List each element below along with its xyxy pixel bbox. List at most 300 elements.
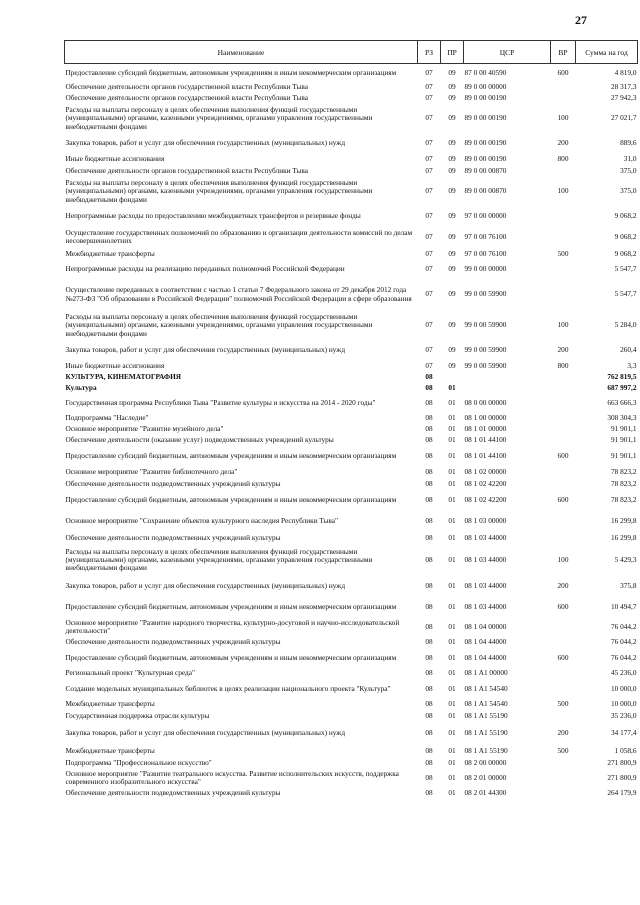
cell-csr: 99 0 00 59900 — [464, 360, 507, 370]
cell-pr: 09 — [448, 289, 456, 299]
cell-pr: 01 — [448, 668, 456, 678]
table-row — [65, 227, 638, 248]
cell-sum: 889,6 — [620, 138, 637, 148]
cell-pr: 09 — [448, 113, 456, 123]
cell-name: Непрограммные расходы по предоставлению межбюджетных трансфертов и резервные фонды — [65, 211, 361, 221]
table-row — [65, 64, 638, 82]
cell-name: Обеспечение деятельности подведомственных учреждений культуры — [65, 637, 281, 647]
cell-csr: 08 1 03 44000 — [464, 601, 507, 611]
cell-rz: 08 — [425, 683, 433, 693]
cell-sum: 271 800,9 — [607, 757, 637, 767]
cell-vr — [551, 383, 576, 394]
cell-rz: 08 — [425, 467, 433, 477]
cell-vr — [551, 467, 576, 479]
cell-pr: 09 — [448, 92, 456, 102]
table-row — [65, 134, 638, 154]
cell-sum: 687 997,2 — [607, 382, 637, 392]
cell-pr: 01 — [448, 478, 456, 488]
cell-vr: 200 — [557, 138, 569, 148]
cell-csr: 08 1 A1 55190 — [464, 745, 508, 755]
cell-vr — [551, 758, 576, 769]
cell-csr: 08 0 00 00000 — [464, 397, 507, 407]
table-row — [65, 649, 638, 668]
cell-name: Предоставление субсидий бюджетным, автономным учреждениям и иным некоммерческим организациям — [65, 450, 397, 460]
cell-sum: 260,4 — [620, 345, 637, 355]
cell-pr: 01 — [448, 728, 456, 738]
cell-sum: 375,0 — [620, 186, 637, 196]
cell-sum: 375,8 — [620, 580, 637, 590]
cell-csr: 99 0 00 59900 — [464, 289, 507, 299]
cell-csr: 08 1 A1 54540 — [464, 683, 508, 693]
header-vr: ВР — [551, 41, 576, 64]
cell-name: Расходы на выплаты персоналу в целях обеспечения выполнения функций государственными (муниципальными) органами, казенными учреждениями, органами управления государственными внебюджетными фондами — [65, 312, 373, 338]
cell-name: Основное мероприятие "Развитие театрального искусства. Развитие исполнительских искусств, поддержка современного изобразительного искусства" — [65, 768, 399, 786]
cell-name: Предоставление субсидий бюджетным, автономным учреждениям и иным некоммерческим организациям — [65, 652, 397, 662]
table-row — [65, 490, 638, 511]
cell-pr: 01 — [448, 601, 456, 611]
cell-pr: 01 — [448, 757, 456, 767]
cell-sum: 9 068,2 — [614, 211, 637, 221]
header-rz: РЗ — [418, 41, 441, 64]
cell-rz: 08 — [425, 621, 433, 631]
cell-csr: 08 1 A1 55190 — [464, 728, 508, 738]
cell-name: Межбюджетные трансферты — [65, 699, 155, 709]
cell-vr: 600 — [557, 652, 569, 662]
header-name: Наименование — [65, 41, 418, 64]
cell-rz: 08 — [425, 412, 433, 422]
cell-sum: 45 236,0 — [610, 668, 637, 678]
cell-vr — [551, 479, 576, 490]
cell-rz: 07 — [425, 345, 433, 355]
cell-vr — [551, 261, 576, 279]
cell-pr: 01 — [448, 532, 456, 542]
cell-csr: 99 0 00 59900 — [464, 320, 507, 330]
cell-csr: 08 1 04 44000 — [464, 637, 507, 647]
cell-pr: 01 — [448, 788, 456, 798]
cell-name: КУЛЬТУРА, КИНЕМАТОГРАФИЯ — [65, 371, 182, 381]
cell-csr: 87 0 00 40590 — [464, 67, 507, 77]
cell-pr: 09 — [448, 154, 456, 164]
cell-pr: 01 — [448, 745, 456, 755]
cell-rz: 08 — [425, 371, 433, 381]
cell-sum: 91 901,1 — [610, 434, 637, 444]
cell-sum: 76 044,2 — [610, 637, 637, 647]
cell-pr: 09 — [448, 264, 456, 274]
cell-csr: 08 1 01 44100 — [464, 450, 507, 460]
cell-csr: 97 0 00 00000 — [464, 211, 507, 221]
cell-sum: 78 823,2 — [610, 494, 637, 504]
cell-rz: 08 — [425, 699, 433, 709]
cell-name: Подпрограмма "Профессиональное искусство" — [65, 757, 212, 767]
cell-name: Культура — [65, 382, 97, 392]
cell-sum: 16 299,8 — [610, 532, 637, 542]
cell-rz: 07 — [425, 138, 433, 148]
cell-rz: 08 — [425, 652, 433, 662]
cell-name: Закупка товаров, работ и услуг для обеспечения государственных (муниципальных) нужд — [65, 580, 346, 590]
cell-name: Основное мероприятие "Развитие музейного дела" — [65, 423, 224, 433]
table-row — [65, 788, 638, 800]
cell-sum: 34 177,4 — [610, 728, 637, 738]
cell-rz: 07 — [425, 165, 433, 175]
cell-vr — [551, 279, 576, 311]
cell-csr: 89 0 00 00190 — [464, 154, 507, 164]
table-row — [65, 177, 638, 207]
cell-name: Подпрограмма "Наследие" — [65, 412, 149, 422]
cell-sum: 5 429,3 — [614, 554, 637, 564]
cell-rz: 08 — [425, 532, 433, 542]
cell-pr: 01 — [448, 412, 456, 422]
cell-sum: 5 547,7 — [614, 264, 637, 274]
cell-pr: 09 — [448, 320, 456, 330]
cell-csr: 99 0 00 00000 — [464, 264, 507, 274]
table-row — [65, 413, 638, 424]
cell-rz: 07 — [425, 113, 433, 123]
cell-vr — [551, 93, 576, 104]
table-row — [65, 699, 638, 711]
cell-vr — [551, 372, 576, 383]
cell-vr — [551, 413, 576, 424]
cell-rz: 07 — [425, 264, 433, 274]
cell-rz: 08 — [425, 397, 433, 407]
cell-csr — [464, 372, 551, 383]
cell-pr: 01 — [448, 515, 456, 525]
cell-csr: 08 2 00 00000 — [464, 757, 507, 767]
cell-rz: 07 — [425, 289, 433, 299]
cell-sum: 10 000,0 — [610, 683, 637, 693]
cell-csr: 08 2 01 44300 — [464, 788, 507, 798]
cell-csr: 08 1 02 42200 — [464, 494, 507, 504]
cell-csr — [464, 383, 551, 394]
table-row — [65, 154, 638, 166]
cell-name: Предоставление субсидий бюджетным, автономным учреждениям и иным некоммерческим организациям — [65, 67, 397, 77]
cell-pr: 09 — [448, 81, 456, 91]
cell-csr: 08 1 01 00000 — [464, 423, 507, 433]
cell-name: Закупка товаров, работ и услуг для обеспечения государственных (муниципальных) нужд — [65, 345, 346, 355]
cell-sum: 9 068,2 — [614, 231, 637, 241]
cell-name: Закупка товаров, работ и услуг для обеспечения государственных (муниципальных) нужд — [65, 728, 346, 738]
table-row — [65, 248, 638, 261]
cell-rz: 07 — [425, 186, 433, 196]
cell-rz: 07 — [425, 360, 433, 370]
cell-pr: 09 — [448, 231, 456, 241]
cell-rz: 08 — [425, 601, 433, 611]
cell-csr: 08 1 A1 00000 — [464, 668, 508, 678]
cell-sum: 762 819,5 — [607, 371, 637, 381]
cell-pr: 01 — [448, 423, 456, 433]
cell-vr — [551, 511, 576, 532]
table-row — [65, 311, 638, 341]
cell-name: Непрограммные расходы на реализацию переданных полномочий Российской Федерации — [65, 264, 345, 274]
cell-pr: 01 — [448, 637, 456, 647]
cell-csr: 08 2 01 00000 — [464, 772, 507, 782]
cell-sum: 91 901,1 — [610, 423, 637, 433]
table-row — [65, 479, 638, 490]
cell-pr: 09 — [448, 165, 456, 175]
cell-vr — [551, 394, 576, 413]
table-row — [65, 424, 638, 435]
header-csr: ЦСР — [464, 41, 551, 64]
cell-csr: 08 1 03 00000 — [464, 515, 507, 525]
table-row — [65, 711, 638, 723]
cell-name: Иные бюджетные ассигнования — [65, 360, 165, 370]
cell-sum: 10 494,7 — [610, 601, 637, 611]
cell-name: Обеспечение деятельности (оказание услуг) подведомственных учреждений культуры — [65, 434, 334, 444]
table-row — [65, 511, 638, 532]
cell-rz: 07 — [425, 231, 433, 241]
cell-pr: 01 — [448, 652, 456, 662]
cell-vr — [551, 227, 576, 248]
cell-pr: 09 — [448, 211, 456, 221]
cell-name: Основное мероприятие "Развитие народного творчества, культурно-досуговой и научно-исследовательской деятельности" — [65, 617, 400, 635]
cell-vr — [551, 618, 576, 637]
cell-csr: 08 1 A1 55190 — [464, 711, 508, 721]
cell-pr: 01 — [448, 434, 456, 444]
table-row — [65, 668, 638, 680]
header-sum: Сумма на год — [576, 41, 638, 64]
cell-pr: 09 — [448, 248, 456, 258]
cell-pr: 01 — [448, 382, 456, 392]
cell-vr: 600 — [557, 601, 569, 611]
cell-rz: 08 — [425, 728, 433, 738]
cell-sum: 271 800,9 — [607, 772, 637, 782]
cell-rz: 08 — [425, 515, 433, 525]
cell-vr — [551, 788, 576, 800]
cell-vr — [551, 435, 576, 446]
cell-name: Расходы на выплаты персоналу в целях обеспечения выполнения функций государственными (муниципальными) органами, казенными учреждениями, органами управления государственными внебюджетными фондами — [65, 105, 373, 131]
budget-table — [64, 40, 638, 800]
cell-pr: 01 — [448, 467, 456, 477]
cell-sum: 5 547,7 — [614, 289, 637, 299]
cell-rz: 08 — [425, 637, 433, 647]
cell-vr: 800 — [557, 360, 569, 370]
cell-csr: 08 1 03 44000 — [464, 532, 507, 542]
table-row — [65, 532, 638, 545]
cell-csr: 89 0 00 00000 — [464, 81, 507, 91]
cell-name: Обеспечение деятельности органов государственной власти Республики Тыва — [65, 165, 308, 175]
table-row — [65, 261, 638, 279]
cell-rz: 08 — [425, 580, 433, 590]
cell-csr: 89 0 00 00190 — [464, 92, 507, 102]
cell-vr: 500 — [557, 699, 569, 709]
cell-sum: 9 068,2 — [614, 248, 637, 258]
cell-name: Региональный проект "Культурная среда" — [65, 668, 195, 678]
cell-sum: 28 317,3 — [610, 81, 637, 91]
cell-name: Межбюджетные трансферты — [65, 248, 155, 258]
cell-csr: 08 1 00 00000 — [464, 412, 507, 422]
cell-sum: 78 823,2 — [610, 478, 637, 488]
table-row — [65, 637, 638, 649]
cell-rz: 08 — [425, 772, 433, 782]
cell-rz: 07 — [425, 320, 433, 330]
cell-pr: 01 — [448, 699, 456, 709]
cell-sum: 76 044,2 — [610, 652, 637, 662]
cell-rz: 07 — [425, 154, 433, 164]
cell-rz: 08 — [425, 757, 433, 767]
cell-pr: 01 — [448, 494, 456, 504]
cell-sum: 27 021,7 — [610, 113, 637, 123]
cell-vr — [551, 711, 576, 723]
cell-sum: 308 304,3 — [607, 412, 637, 422]
cell-vr — [551, 207, 576, 227]
cell-name: Расходы на выплаты персоналу в целях обеспечения выполнения функций государственными (муниципальными) органами, казенными учреждениями, органами управления государственными внебюджетными фондами — [65, 178, 373, 204]
cell-vr: 200 — [557, 580, 569, 590]
cell-name: Предоставление субсидий бюджетным, автономным учреждениям и иным некоммерческим организациям — [65, 494, 397, 504]
table-row — [65, 93, 638, 104]
cell-sum: 5 284,0 — [614, 320, 637, 330]
table-row — [65, 723, 638, 745]
table-row — [65, 82, 638, 93]
cell-csr: 99 0 00 59900 — [464, 345, 507, 355]
table-row — [65, 618, 638, 637]
cell-name: Обеспечение деятельности органов государственной власти Республики Тыва — [65, 92, 308, 102]
cell-sum: 663 666,3 — [607, 397, 637, 407]
cell-name: Обеспечение деятельности органов государственной власти Республики Тыва — [65, 81, 308, 91]
cell-sum: 264 179,9 — [607, 788, 637, 798]
table-row — [65, 597, 638, 618]
cell-csr: 08 1 02 42200 — [464, 478, 507, 488]
table-row — [65, 435, 638, 446]
cell-pr — [441, 372, 464, 383]
cell-csr: 08 1 04 00000 — [464, 621, 507, 631]
cell-pr: 09 — [448, 67, 456, 77]
page-number: 27 — [575, 13, 587, 27]
table-row — [65, 680, 638, 699]
cell-csr: 89 0 00 00870 — [464, 186, 507, 196]
cell-vr: 600 — [557, 67, 569, 77]
cell-rz: 08 — [425, 434, 433, 444]
cell-sum: 16 299,8 — [610, 515, 637, 525]
cell-vr: 200 — [557, 728, 569, 738]
cell-rz: 07 — [425, 248, 433, 258]
cell-rz: 08 — [425, 711, 433, 721]
cell-sum: 375,0 — [620, 165, 637, 175]
cell-rz: 08 — [425, 423, 433, 433]
cell-name: Иные бюджетные ассигнования — [65, 154, 165, 164]
cell-name: Государственная программа Республики Тыва "Развитие культуры и искусства на 2014 - 2020 годы" — [65, 397, 376, 407]
cell-csr: 08 1 03 44000 — [464, 554, 507, 564]
table-row — [65, 341, 638, 361]
cell-csr: 08 1 04 44000 — [464, 652, 507, 662]
cell-csr: 08 1 02 00000 — [464, 467, 507, 477]
cell-vr: 100 — [557, 554, 569, 564]
cell-name: Основное мероприятие "Развитие библиотечного дела" — [65, 467, 238, 477]
cell-csr: 08 1 A1 54540 — [464, 699, 508, 709]
cell-name: Осуществление переданных в соответствии с частью 1 статьи 7 Федерального закона от 29 декабря 2012 года №273-ФЗ "Об образовании в Российской Федерации" полномочий Российской Федерации в сфере образования — [65, 285, 412, 303]
cell-vr: 100 — [557, 320, 569, 330]
table-row — [65, 758, 638, 769]
cell-name: Государственная поддержка отрасли культуры — [65, 711, 210, 721]
cell-pr: 09 — [448, 138, 456, 148]
cell-pr: 01 — [448, 554, 456, 564]
cell-sum: 3,3 — [627, 360, 637, 370]
cell-sum: 10 000,0 — [610, 699, 637, 709]
table-row — [65, 104, 638, 134]
cell-rz: 07 — [425, 81, 433, 91]
cell-vr — [551, 769, 576, 788]
cell-vr: 500 — [557, 248, 569, 258]
cell-sum: 35 236,0 — [610, 711, 637, 721]
table-row — [65, 372, 638, 383]
cell-rz: 07 — [425, 92, 433, 102]
cell-csr: 89 0 00 00870 — [464, 165, 507, 175]
cell-vr: 800 — [557, 154, 569, 164]
cell-rz: 08 — [425, 494, 433, 504]
table-row — [65, 446, 638, 467]
cell-vr: 100 — [557, 113, 569, 123]
cell-sum: 76 044,2 — [610, 621, 637, 631]
table-row — [65, 361, 638, 372]
table-row — [65, 745, 638, 758]
cell-sum: 91 901,1 — [610, 450, 637, 460]
header-pr: ПР — [441, 41, 464, 64]
cell-pr: 01 — [448, 450, 456, 460]
cell-csr: 08 1 03 44000 — [464, 580, 507, 590]
cell-vr: 600 — [557, 494, 569, 504]
cell-rz: 08 — [425, 668, 433, 678]
cell-pr: 01 — [448, 711, 456, 721]
cell-pr: 01 — [448, 580, 456, 590]
cell-pr: 01 — [448, 397, 456, 407]
cell-rz: 08 — [425, 478, 433, 488]
cell-name: Обеспечение деятельности подведомственных учреждений культуры — [65, 532, 281, 542]
cell-sum: 78 823,2 — [610, 467, 637, 477]
table-row — [65, 207, 638, 227]
cell-csr: 89 0 00 00190 — [464, 113, 507, 123]
cell-pr: 01 — [448, 621, 456, 631]
cell-rz: 08 — [425, 788, 433, 798]
cell-name: Закупка товаров, работ и услуг для обеспечения государственных (муниципальных) нужд — [65, 138, 346, 148]
cell-sum: 27 942,3 — [610, 92, 637, 102]
cell-vr — [551, 82, 576, 93]
cell-csr: 97 0 00 76100 — [464, 248, 507, 258]
cell-rz: 08 — [425, 382, 433, 392]
table-row — [65, 279, 638, 311]
table-row — [65, 166, 638, 177]
cell-vr — [551, 424, 576, 435]
cell-rz: 07 — [425, 67, 433, 77]
cell-pr: 09 — [448, 345, 456, 355]
cell-vr: 600 — [557, 450, 569, 460]
cell-vr: 500 — [557, 745, 569, 755]
cell-sum: 1 058,6 — [614, 745, 637, 755]
cell-vr — [551, 637, 576, 649]
cell-pr: 01 — [448, 772, 456, 782]
cell-csr: 97 0 00 76100 — [464, 231, 507, 241]
cell-pr: 01 — [448, 683, 456, 693]
cell-rz: 08 — [425, 745, 433, 755]
table-row — [65, 769, 638, 788]
cell-name: Обеспечение деятельности подведомственных учреждений культуры — [65, 788, 281, 798]
cell-name: Создание модельных муниципальных библиотек в целях реализации национального проекта "Культура" — [65, 683, 391, 693]
cell-rz: 08 — [425, 554, 433, 564]
cell-vr — [551, 668, 576, 680]
cell-name: Обеспечение деятельности подведомственных учреждений культуры — [65, 478, 281, 488]
table-row — [65, 383, 638, 394]
cell-pr: 09 — [448, 186, 456, 196]
cell-vr — [551, 532, 576, 545]
cell-name: Предоставление субсидий бюджетным, автономным учреждениям и иным некоммерческим организациям — [65, 601, 397, 611]
table-header-row — [65, 41, 638, 64]
table-row — [65, 545, 638, 576]
cell-name: Расходы на выплаты персоналу в целях обеспечения выполнения функций государственными (муниципальными) органами, казенными учреждениями, органами управления государственными внебюджетными фондами — [65, 546, 373, 573]
table-row — [65, 576, 638, 597]
cell-vr: 100 — [557, 186, 569, 196]
cell-name: Осуществление государственных полномочий по образованию и организации деятельности комиссий по делам несовершеннолетних — [65, 227, 413, 245]
cell-name: Основное мероприятие "Сохранение объектов культурного наследия Республики Тыва" — [65, 515, 338, 525]
cell-vr — [551, 166, 576, 177]
cell-vr: 200 — [557, 345, 569, 355]
cell-csr: 89 0 00 00190 — [464, 138, 507, 148]
